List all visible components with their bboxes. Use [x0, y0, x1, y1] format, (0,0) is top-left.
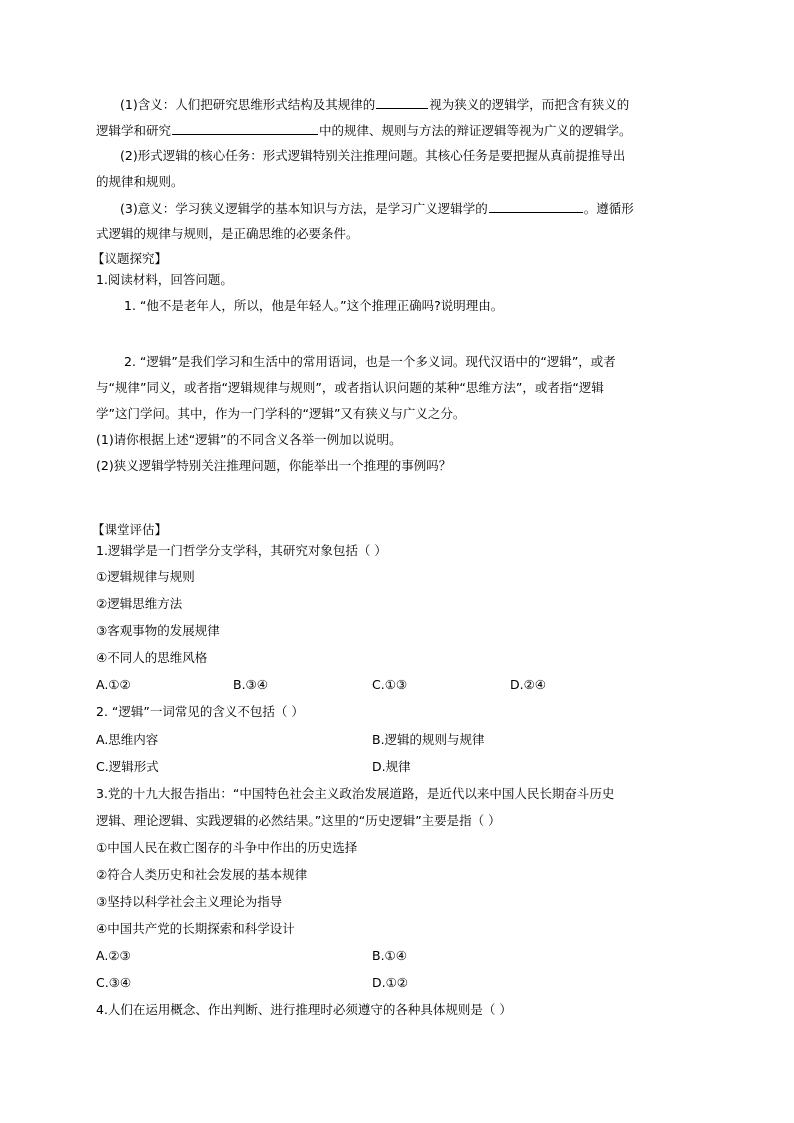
- question-1-item: ①逻辑规律与规则: [96, 569, 195, 584]
- inquiry-subquestion-1: (1)请你根据上述“逻辑”的不同含义各举一例加以说明。: [96, 432, 402, 447]
- inquiry-intro: 1.阅读材料，回答问题。: [96, 272, 233, 287]
- question-3-stem-line-1: 3.党的十九大报告指出：“中国特色社会主义政治发展道路，是近代以来中国人民长期奋斗历史: [96, 786, 615, 801]
- meaning-line-1: [120, 96, 730, 113]
- significance-line-1: [120, 200, 730, 217]
- meaning-text: (1)含义：人们把研究思维形式结构及其规律的: [120, 97, 376, 112]
- inquiry-heading: 【议题探究】: [92, 251, 168, 266]
- significance-line-2: 式逻辑的规律与规则，是正确思维的必要条件。: [96, 226, 359, 241]
- inquiry-material-line-1: 2. “逻辑”是我们学习和生活中的常用语词，也是一个多义词。现代汉语中的“逻辑”，或者: [124, 354, 616, 369]
- question-2-stem: 2. “逻辑”一词常见的含义不包括（ ）: [96, 704, 304, 719]
- question-1-option-c[interactable]: C.①③: [372, 677, 408, 692]
- core-task-line: (2)形式逻辑的核心任务：形式逻辑特别关注推理问题。其核心任务是要把握从真前提推导出: [120, 148, 626, 163]
- question-3-option-d[interactable]: D.①②: [372, 975, 409, 990]
- question-1-option-d[interactable]: D.②④: [510, 677, 547, 692]
- question-1-stem: 1.逻辑学是一门哲学分支学科，其研究对象包括（ ）: [96, 543, 387, 558]
- assessment-heading: 【课堂评估】: [92, 522, 168, 537]
- question-3-option-a[interactable]: A.②③: [96, 948, 131, 963]
- question-2-option-a[interactable]: A.思维内容: [96, 732, 159, 747]
- inquiry-material-line-3: 学”这门学问。其中，作为一门学科的“逻辑”又有狭义与广义之分。: [96, 406, 466, 421]
- meaning-text: 。遵循形: [583, 201, 634, 216]
- meaning-line-2: [96, 122, 706, 139]
- meaning-text: (3)意义：学习狭义逻辑学的基本知识与方法，是学习广义逻辑学的: [120, 201, 488, 216]
- question-3-option-c[interactable]: C.③④: [96, 975, 132, 990]
- question-4-stem: 4.人们在运用概念、作出判断、进行推理时必须遵守的各种具体规则是（ ）: [96, 1002, 512, 1017]
- meaning-text: 视为狭义的逻辑学，而把含有狭义的: [429, 97, 630, 112]
- question-2-option-d[interactable]: D.规律: [372, 759, 411, 774]
- question-1-option-b[interactable]: B.③④: [233, 677, 268, 692]
- question-1-option-a[interactable]: A.①②: [96, 677, 131, 692]
- core-task-line-2: 的规律和规则。: [96, 174, 184, 189]
- question-3-item: ④中国共产党的长期探索和科学设计: [96, 921, 295, 936]
- fill-blank[interactable]: [172, 122, 318, 135]
- inquiry-material-line-2: 与“规律”同义，或者指“逻辑规律与规则”，或者指认识问题的某种“思维方法”，或者指“逻辑: [96, 380, 604, 395]
- question-1-item: ④不同人的思维风格: [96, 650, 208, 665]
- question-3-option-b[interactable]: B.①④: [372, 948, 407, 963]
- inquiry-question-1: 1. “他不是老年人，所以，他是年轻人。”这个推理正确吗?说明理由。: [124, 298, 504, 313]
- question-2-option-c[interactable]: C.逻辑形式: [96, 759, 159, 774]
- question-3-item: ③坚持以科学社会主义理论为指导: [96, 894, 283, 909]
- question-1-item: ③客观事物的发展规律: [96, 623, 220, 638]
- question-3-item: ①中国人民在救亡图存的斗争中作出的历史选择: [96, 840, 358, 855]
- question-3-stem-line-2: 逻辑、理论逻辑、实践逻辑的必然结果。”这里的“历史逻辑”主要是指（ ）: [96, 813, 501, 828]
- question-1-item: ②逻辑思维方法: [96, 596, 183, 611]
- fill-blank[interactable]: [376, 96, 428, 109]
- question-3-item: ②符合人类历史和社会发展的基本规律: [96, 867, 308, 882]
- meaning-text: 中的规律、规则与方法的辩证逻辑等视为广义的逻辑学。: [319, 123, 632, 138]
- meaning-text: 逻辑学和研究: [96, 123, 172, 138]
- question-2-option-b[interactable]: B.逻辑的规则与规律: [372, 732, 485, 747]
- fill-blank[interactable]: [489, 200, 583, 213]
- inquiry-subquestion-2: (2)狭义逻辑学特别关注推理问题，你能举出一个推理的事例吗？: [96, 458, 452, 473]
